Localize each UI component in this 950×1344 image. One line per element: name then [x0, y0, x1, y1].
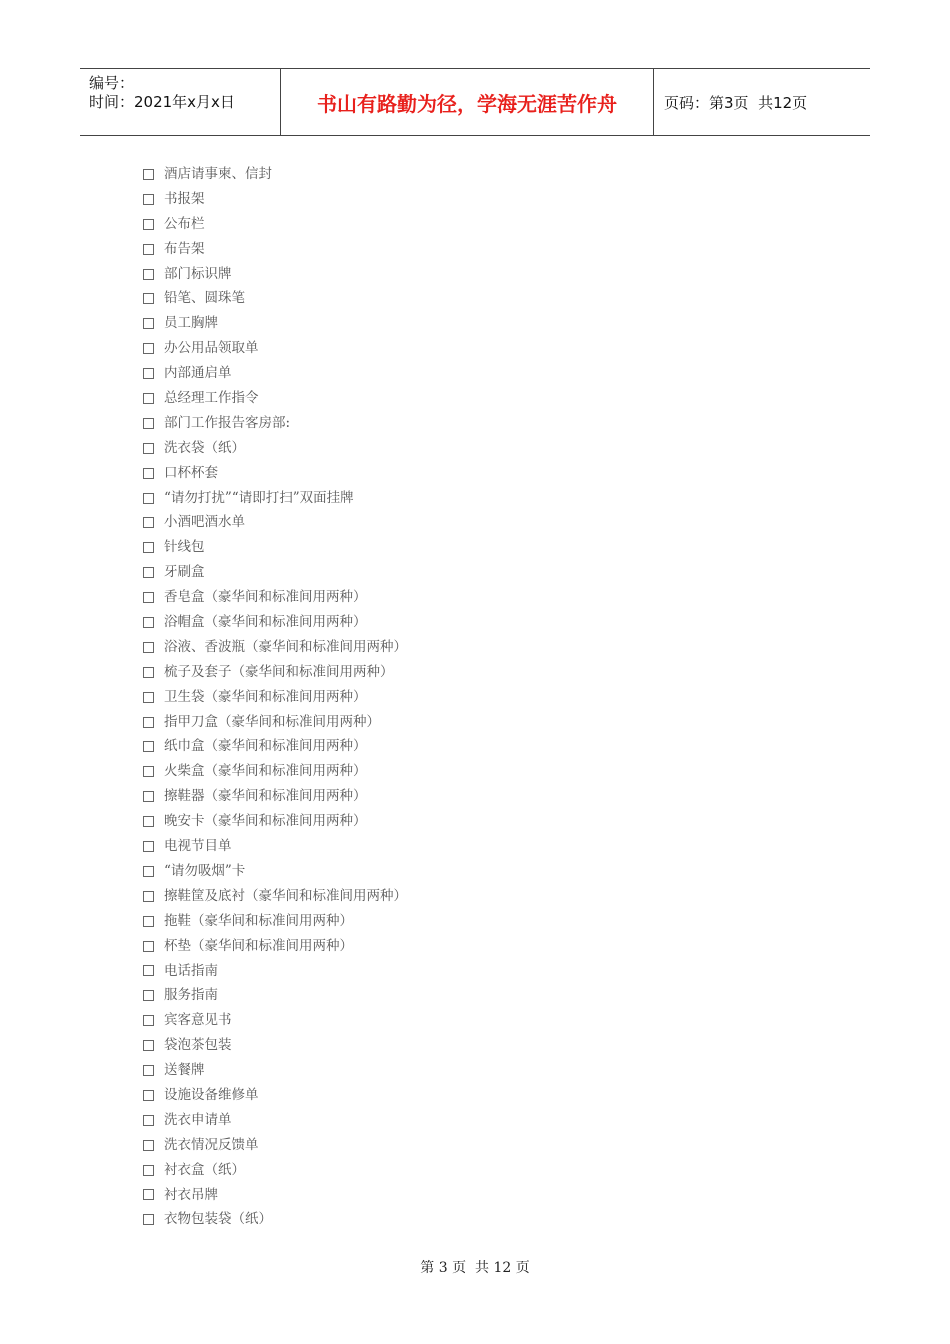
checklist-item: [143, 759, 407, 784]
checkbox-empty-icon[interactable]: [143, 368, 154, 379]
checklist-item-label: 卫生袋（豪华间和标准间用两种）: [164, 688, 367, 705]
checklist-item: [143, 610, 407, 635]
header-motto: 书山有路勤为径，学海无涯苦作舟: [281, 69, 654, 135]
checklist-item-label: 擦鞋筐及底衬（豪华间和标准间用两种）: [164, 887, 407, 904]
checkbox-empty-icon[interactable]: [143, 941, 154, 952]
checkbox-empty-icon[interactable]: [143, 567, 154, 578]
checkbox-empty-icon[interactable]: [143, 667, 154, 678]
checkbox-empty-icon[interactable]: [143, 791, 154, 802]
checklist-item-label: 宾客意见书: [164, 1012, 232, 1029]
checkbox-empty-icon[interactable]: [143, 1015, 154, 1026]
checklist: [143, 162, 407, 1232]
checklist-item-label: 浴帽盒（豪华间和标准间用两种）: [164, 614, 367, 631]
checklist-item-label: 香皂盒（豪华间和标准间用两种）: [164, 589, 367, 606]
header-meta: [80, 69, 281, 135]
checklist-item: [143, 959, 407, 984]
checkbox-empty-icon[interactable]: [143, 1040, 154, 1051]
checkbox-empty-icon[interactable]: [143, 443, 154, 454]
checklist-item-label: 晚安卡（豪华间和标准间用两种）: [164, 813, 367, 830]
checklist-item-label: 浴液、香波瓶（豪华间和标准间用两种）: [164, 638, 407, 655]
checkbox-empty-icon[interactable]: [143, 244, 154, 255]
checklist-item: [143, 560, 407, 585]
checklist-item-label: 梳子及套子（豪华间和标准间用两种）: [164, 663, 394, 680]
checklist-item: [143, 262, 407, 287]
checkbox-empty-icon[interactable]: [143, 990, 154, 1001]
checklist-item: [143, 436, 407, 461]
checkbox-empty-icon[interactable]: [143, 1065, 154, 1076]
checklist-item: [143, 834, 407, 859]
checklist-item-label: 指甲刀盒（豪华间和标准间用两种）: [164, 713, 380, 730]
checkbox-empty-icon[interactable]: [143, 169, 154, 180]
checklist-item: [143, 1083, 407, 1108]
checklist-item: [143, 1158, 407, 1183]
checkbox-empty-icon[interactable]: [143, 916, 154, 927]
checkbox-empty-icon[interactable]: [143, 269, 154, 280]
checklist-item: [143, 411, 407, 436]
checkbox-empty-icon[interactable]: [143, 343, 154, 354]
checklist-item-label: 针线包: [164, 539, 205, 556]
checkbox-empty-icon[interactable]: [143, 1090, 154, 1101]
checklist-item-label: 部门标识牌: [164, 265, 232, 282]
checklist-item: [143, 710, 407, 735]
checklist-item: [143, 1108, 407, 1133]
checkbox-empty-icon[interactable]: [143, 592, 154, 603]
checklist-item-label: 内部通启单: [164, 365, 232, 382]
checklist-item: [143, 386, 407, 411]
checklist-item-label: 袋泡茶包装: [164, 1037, 232, 1054]
checklist-item: [143, 510, 407, 535]
checklist-item: [143, 486, 407, 511]
checklist-item: [143, 909, 407, 934]
checklist-item-label: 火柴盒（豪华间和标准间用两种）: [164, 763, 367, 780]
checkbox-empty-icon[interactable]: [143, 468, 154, 479]
checkbox-empty-icon[interactable]: [143, 542, 154, 553]
checklist-item-label: 酒店请事柬、信封: [164, 166, 272, 182]
checklist-item-label: 电话指南: [164, 962, 218, 979]
checkbox-empty-icon[interactable]: [143, 219, 154, 230]
checklist-item: [143, 237, 407, 262]
checkbox-empty-icon[interactable]: [143, 766, 154, 777]
checkbox-empty-icon[interactable]: [143, 418, 154, 429]
header-page-info: 页码：第3页 共12页: [664, 93, 808, 112]
checklist-item-label: 衬衣吊牌: [164, 1186, 218, 1203]
checklist-item-label: 设施设备维修单: [164, 1086, 259, 1103]
checklist-item: [143, 162, 407, 187]
checklist-item-label: 服务指南: [164, 987, 218, 1004]
checklist-item: [143, 1207, 407, 1232]
checklist-item: [143, 361, 407, 386]
checkbox-empty-icon[interactable]: [143, 617, 154, 628]
checklist-item: [143, 884, 407, 909]
checklist-item-label: 纸巾盒（豪华间和标准间用两种）: [164, 738, 367, 755]
checkbox-empty-icon[interactable]: [143, 741, 154, 752]
checklist-item-label: 铅笔、圆珠笔: [164, 290, 245, 307]
checklist-item-label: 衣物包装袋（纸）: [164, 1211, 272, 1228]
checklist-item: [143, 1183, 407, 1208]
checkbox-empty-icon[interactable]: [143, 1214, 154, 1225]
checklist-item-label: 口杯杯套: [164, 464, 218, 481]
checklist-item-label: 布告架: [164, 240, 205, 257]
checklist-item-label: 送餐牌: [164, 1062, 205, 1079]
document-header: [80, 68, 870, 136]
checkbox-empty-icon[interactable]: [143, 965, 154, 976]
number-label: 编号：: [89, 74, 135, 92]
checklist-item-label: 员工胸牌: [164, 315, 218, 332]
checkbox-empty-icon[interactable]: [143, 866, 154, 877]
checklist-item-label: “请勿吸烟”卡: [164, 862, 246, 879]
checkbox-empty-icon[interactable]: [143, 692, 154, 703]
checklist-item: [143, 660, 407, 685]
checklist-item-label: 擦鞋器（豪华间和标准间用两种）: [164, 788, 367, 805]
checklist-item: [143, 685, 407, 710]
checklist-item-label: 小酒吧酒水单: [164, 514, 245, 531]
checklist-item: [143, 809, 407, 834]
checklist-item: [143, 934, 407, 959]
checklist-item-label: 书报架: [164, 190, 205, 207]
checklist-item: [143, 859, 407, 884]
checklist-item: [143, 535, 407, 560]
checklist-item-label: “请勿打扰”“请即打扫”双面挂牌: [164, 489, 354, 506]
checklist-item-label: 牙刷盒: [164, 564, 205, 581]
checklist-item-label: 电视节目单: [164, 838, 232, 855]
checklist-item-label: 公布栏: [164, 215, 205, 232]
checklist-item: [143, 1133, 407, 1158]
checkbox-empty-icon[interactable]: [143, 493, 154, 504]
checkbox-empty-icon[interactable]: [143, 1140, 154, 1151]
checkbox-empty-icon[interactable]: [143, 293, 154, 304]
checklist-item: [143, 461, 407, 486]
checklist-item: [143, 286, 407, 311]
checkbox-empty-icon[interactable]: [143, 642, 154, 653]
checklist-item: [143, 1033, 407, 1058]
checklist-item-label: 洗衣申请单: [164, 1111, 232, 1128]
checklist-item: [143, 212, 407, 237]
checklist-item-label: 衬衣盒（纸）: [164, 1161, 245, 1178]
checkbox-empty-icon[interactable]: [143, 891, 154, 902]
time-label: 时间：2021年x月x日: [89, 93, 235, 111]
checklist-item-label: 拖鞋（豪华间和标准间用两种）: [164, 912, 353, 929]
checklist-item-label: 杯垫（豪华间和标准间用两种）: [164, 937, 353, 954]
checklist-item: [143, 635, 407, 660]
checklist-item-label: 洗衣袋（纸）: [164, 439, 245, 456]
checklist-item: [143, 983, 407, 1008]
checklist-item-label: 部门工作报告客房部:: [164, 414, 291, 431]
checkbox-empty-icon[interactable]: [143, 517, 154, 528]
checklist-item: [143, 585, 407, 610]
checklist-item: [143, 336, 407, 361]
checklist-item: [143, 734, 407, 759]
page-footer: 第 3 页 共 12 页: [420, 1260, 530, 1276]
checklist-item: [143, 784, 407, 809]
checklist-item-label: 总经理工作指令: [164, 390, 259, 407]
checklist-item: [143, 1008, 407, 1033]
checkbox-empty-icon[interactable]: [143, 816, 154, 827]
checkbox-empty-icon[interactable]: [143, 318, 154, 329]
checklist-item-label: 办公用品领取单: [164, 340, 259, 357]
checkbox-empty-icon[interactable]: [143, 194, 154, 205]
checkbox-empty-icon[interactable]: [143, 1165, 154, 1176]
checklist-item-label: 洗衣情况反馈单: [164, 1136, 259, 1153]
checkbox-empty-icon[interactable]: [143, 1189, 154, 1200]
checklist-item: [143, 1058, 407, 1083]
checklist-item: [143, 311, 407, 336]
checkbox-empty-icon[interactable]: [143, 1115, 154, 1126]
checklist-item: [143, 187, 407, 212]
checkbox-empty-icon[interactable]: [143, 717, 154, 728]
checkbox-empty-icon[interactable]: [143, 393, 154, 404]
checkbox-empty-icon[interactable]: [143, 841, 154, 852]
